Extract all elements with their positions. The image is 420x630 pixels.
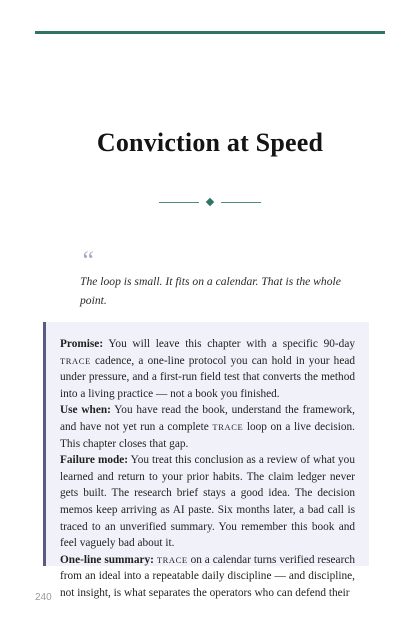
trace-smallcaps: TRACE xyxy=(212,421,244,432)
failure-mode-text: You treat this conclusion as a review of what you learned and return to your prior habits. The claim ledger never gets built. The research brief stays a good idea. The decision memos keep arriving as AI paste. Six months later, a bad call is traced to an unverified summary. You remember this book and feel vaguely bad about it. xyxy=(60,454,355,550)
failure-mode-paragraph xyxy=(60,452,355,552)
page-number: 240 xyxy=(35,592,52,603)
use-when-paragraph xyxy=(60,402,355,452)
promise-text-1: You will leave this chapter with a specific 90-day xyxy=(103,338,355,350)
use-when-label: Use when: xyxy=(60,404,111,417)
ornament-line-left xyxy=(159,202,199,203)
top-rule xyxy=(35,31,385,34)
chapter-summary-callout xyxy=(43,322,369,599)
one-line-summary-label: One-line summary: xyxy=(60,553,154,566)
diamond-icon xyxy=(206,198,214,206)
ornament-line-right xyxy=(221,202,261,203)
use-when-text-2: loop on a live decision. This chapter closes that gap. xyxy=(60,420,355,450)
quote-mark-icon: “ xyxy=(80,246,95,275)
chapter-title: Conviction at Speed xyxy=(96,128,324,157)
promise-text-2: cadence, a one-line protocol you can hold in your head under pressure, and a first-run field test that converts the method into a living practice — not a book you finished. xyxy=(60,354,355,400)
trace-smallcaps: TRACE xyxy=(156,554,188,565)
failure-mode-label: Failure mode: xyxy=(60,454,129,467)
promise-paragraph xyxy=(60,336,355,402)
trace-smallcaps: TRACE xyxy=(60,355,91,366)
promise-label: Promise: xyxy=(60,338,104,350)
epigraph-text: The loop is small. It fits on a calendar. That is the whole point. xyxy=(80,275,341,307)
one-line-summary-text: on a calendar turns verified research from an ideal into a repeatable daily discipline — and discipline, not insight, is what separates the operators who can defend their xyxy=(60,553,355,599)
one-line-summary-paragraph xyxy=(60,552,355,602)
use-when-text-1: You have read the book, understand the framework, and have not yet run a complete xyxy=(60,404,355,433)
title-ornament xyxy=(0,195,420,209)
